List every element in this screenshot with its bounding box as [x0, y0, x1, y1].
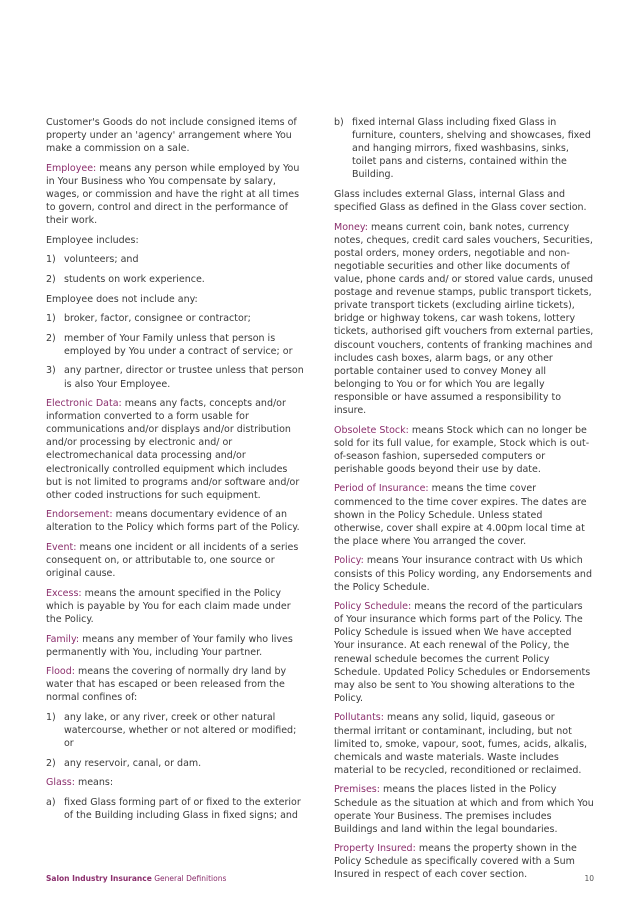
definition-employee-text: means any person while employed by You in Your Business who You compensate by salary, wages, or commission and have the right at all times to govern, control and direct in the performance of their work.: [46, 162, 300, 227]
list-item: [46, 273, 304, 286]
glass-includes-note: Glass includes external Glass, internal Glass and specified Glass as defined in the Glass cover section.: [334, 188, 587, 214]
definition-glass: [46, 776, 304, 789]
term-period-of-insurance: Period of Insurance:: [334, 483, 429, 495]
list-item-text: students on work experience.: [64, 273, 205, 285]
list-item: [334, 116, 594, 181]
list-item: [46, 253, 304, 266]
list-item: [46, 711, 304, 750]
list-item-number: 3): [46, 365, 56, 377]
list-item-number: 2): [46, 757, 56, 769]
definition-employee: [46, 162, 304, 227]
employee-excludes-label: Employee does not include any:: [46, 293, 198, 305]
list-item-number: 2): [46, 273, 56, 285]
definition-flood: [46, 665, 304, 704]
list-item: [46, 757, 304, 770]
definition-premises-text: means the places listed in the Policy Schedule as the situation at which and from which You operate Your Business. The premises includes Buildings and land within the legal boundaries.: [334, 784, 594, 835]
term-endorsement: Endorsement:: [46, 509, 113, 521]
definition-period-of-insurance: [334, 482, 594, 547]
term-property-insured: Property Insured:: [334, 843, 416, 855]
definition-obsolete-stock-text: means Stock which can no longer be sold for its full value, for example, Stock which is out-of-season fashion, superseded computers or perishable goods beyond their use by date.: [334, 424, 590, 475]
footer-section: General Definitions: [154, 874, 227, 883]
term-electronic-data: Electronic Data:: [46, 398, 122, 410]
definition-event: [46, 541, 304, 580]
definition-pollutants-text: means any solid, liquid, gaseous or thermal irritant or contaminant, including, but not limited to, smoke, vapour, soot, fumes, acids, alkalis, chemicals and waste materials. Waste includes material to be recycled, reconditioned or reclaimed.: [334, 712, 588, 776]
right-column: [334, 116, 594, 888]
term-money: Money:: [334, 221, 369, 233]
list-item: [46, 332, 304, 358]
definition-excess-text: means the amount specified in the Policy which is payable by You for each claim made under the Policy.: [46, 587, 291, 625]
term-excess: Excess:: [46, 587, 82, 599]
definition-property-insured-text: means the property shown in the Policy Schedule as specifically covered with a Sum Insured in respect of each cover section.: [334, 843, 577, 881]
definition-premises: [334, 783, 594, 835]
definition-money-text: means current coin, bank notes, currency notes, cheques, credit card sales vouchers, Securities, postal orders, money orders, negotiable and non-negotiable securities and other like documents of value, phone cards and/ or stored value cards, unused postage and revenue stamps, public transport tickets, private transport tickets (excluding airline tickets), bridge or highway tokens, car wash tokens, lottery tickets, authorised gift vouchers from external parties, discount vouchers, contents of franking machines and includes cash boxes, alarm bags, or any other portable container used to convey Money all belonging to You or for which You are legally responsible or have assumed a responsibility to insure.: [334, 221, 594, 416]
list-item: [46, 312, 304, 325]
term-glass: Glass:: [46, 777, 75, 789]
term-obsolete-stock: Obsolete Stock:: [334, 424, 409, 436]
definition-event-text: means one incident or all incidents of a series consequent on, or attributable to, one source or original cause.: [46, 542, 299, 580]
term-family: Family:: [46, 633, 80, 645]
employee-includes-label: Employee includes:: [46, 234, 139, 246]
definition-excess: [46, 587, 304, 626]
list-item-text: any lake, or any river, creek or other natural watercourse, whether or not altered or modified; or: [64, 712, 297, 750]
page-number: 10: [584, 874, 594, 883]
list-item-number: 1): [46, 254, 56, 266]
definition-period-of-insurance-text: means the time cover commenced to the time cover expires. The dates are shown in the Policy Schedule. Unless stated otherwise, cover shall expire at 4.00pm local time at the place where You arranged the cover.: [334, 483, 587, 547]
list-item-text: volunteers; and: [64, 254, 139, 266]
list-item-number: 2): [46, 332, 56, 344]
definition-policy: [334, 554, 594, 593]
list-item-number: a): [46, 797, 56, 809]
list-item-number: 1): [46, 712, 56, 724]
definition-family: [46, 633, 304, 659]
definition-policy-schedule: [334, 600, 594, 705]
list-item-number: 1): [46, 313, 56, 325]
page-footer: [46, 874, 594, 883]
definition-obsolete-stock: [334, 424, 594, 476]
list-item-number: b): [334, 117, 344, 128]
left-column: [46, 116, 304, 829]
customers-goods-note: Customer's Goods do not include consigned items of property under an 'agency' arrangement where You make a commission on a sale.: [46, 117, 297, 155]
term-flood: Flood:: [46, 666, 75, 678]
definition-policy-schedule-text: means the record of the particulars of Your insurance which forms part of the Policy. The Policy Schedule is issued when We have accepted Your insurance. At each renewal of the Policy, the renewal schedule becomes the current Policy Schedule. Updated Policy Schedules or Endorsements may also be sent to You showing alterations to the Policy.: [334, 601, 591, 704]
list-item: [46, 364, 304, 390]
definition-flood-text: means the covering of normally dry land by water that has escaped or been released from the normal confines of:: [46, 666, 287, 704]
definition-pollutants: [334, 711, 594, 776]
term-premises: Premises:: [334, 784, 380, 796]
list-item: [46, 796, 304, 822]
definition-electronic-data-text: means any facts, concepts and/or information converted to a form usable for communications and/or displays and/or distribution and/or processing by electronic and/ or electromechanical data processing and/or electronically controlled equipment which includes but is not limited to programs and/or software and/or other coded instructions for such equipment.: [46, 398, 300, 501]
definition-policy-text: means Your insurance contract with Us which consists of this Policy wording, any Endorsements and the Policy Schedule.: [334, 555, 592, 593]
list-item-text: any partner, director or trustee unless that person is also Your Employee.: [64, 365, 304, 390]
definition-glass-text: means:: [74, 777, 114, 789]
term-employee: Employee:: [46, 162, 97, 174]
term-event: Event:: [46, 542, 77, 554]
term-pollutants: Pollutants:: [334, 712, 384, 724]
definition-money: [334, 221, 594, 417]
term-policy-schedule: Policy Schedule:: [334, 601, 412, 613]
list-item-text: fixed Glass forming part of or fixed to the exterior of the Building including Glass in fixed signs; and: [64, 797, 301, 822]
definition-endorsement: [46, 508, 304, 534]
footer-brand: Salon Industry Insurance: [46, 874, 152, 883]
definition-endorsement-text: means documentary evidence of an alteration to the Policy which forms part of the Policy.: [46, 509, 300, 534]
definition-electronic-data: [46, 397, 304, 502]
list-item-text: fixed internal Glass including fixed Glass in furniture, counters, shelving and showcases, fixed and hanging mirrors, fixed washbasins, sinks, toilet pans and cisterns, contained within the Building.: [352, 117, 591, 181]
list-item-text: any reservoir, canal, or dam.: [64, 757, 202, 769]
term-policy: Policy:: [334, 555, 364, 567]
definition-family-text: means any member of Your family who lives permanently with You, including Your partner.: [46, 633, 293, 658]
list-item-text: member of Your Family unless that person is employed by You under a contract of service; or: [64, 332, 293, 357]
list-item-text: broker, factor, consignee or contractor;: [64, 313, 251, 325]
